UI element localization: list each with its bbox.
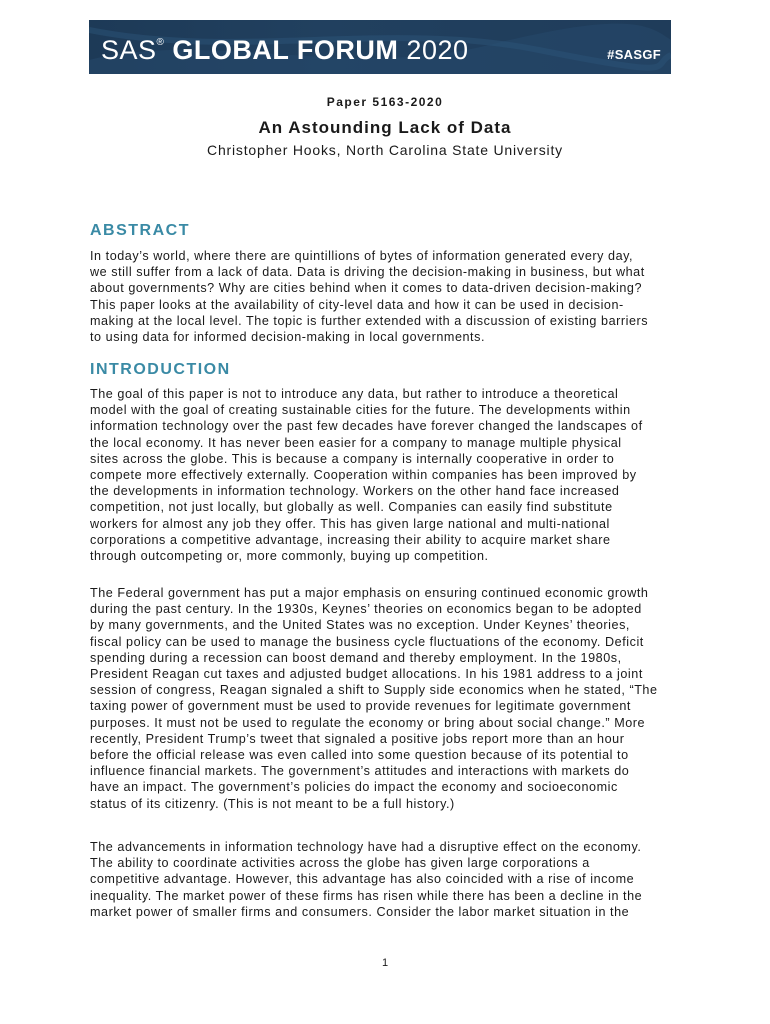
introduction-paragraph-3 xyxy=(90,839,690,920)
text-line: The Federal government has put a major emphasis on ensuring continued economic growth xyxy=(90,586,649,600)
text-line: model with the goal of creating sustainable cities for the future. The developments within xyxy=(90,403,631,418)
banner-brand: SAS xyxy=(101,35,157,65)
text-line: about governments? Why are cities behind when it comes to data-driven decision-making? xyxy=(90,281,643,296)
text-line: making at the local level. The topic is further extended with a discussion of existing barriers xyxy=(90,313,649,328)
text-line: recently, President Trump’s tweet that signaled a positive jobs report more than an hour xyxy=(90,731,625,746)
text-line: status of its citizenry. (This is not meant to be a full history.) xyxy=(90,796,455,811)
text-line: spending during a recession can boost demand and thereby employment. In the 1980s, xyxy=(90,650,622,665)
text-line: competition, not just locally, but globally as well. Companies can easily find substitute xyxy=(90,500,613,515)
page-number: 1 xyxy=(381,957,389,969)
text-line: the local economy. It has never been easier for a company to manage multiple physical xyxy=(90,435,622,450)
text-line: In today’s world, where there are quintillions of bytes of information generated every day, xyxy=(90,249,634,263)
abstract-paragraph xyxy=(90,248,690,345)
text-line: competitive advantage. However, this advantage has also coincided with a rise of income xyxy=(90,872,635,887)
text-line: The advancements in information technology have had a disruptive effect on the economy. xyxy=(90,840,642,854)
text-line: workers for almost any job they offer. This has given large national and multi-national xyxy=(90,516,610,531)
paper-number: Paper 5163-2020 xyxy=(326,95,444,109)
banner-hashtag: #SASGF xyxy=(607,47,661,62)
text-line: information technology over the past few decades have forever changed the landscapes of xyxy=(90,419,643,434)
paper-title: An Astounding Lack of Data xyxy=(258,118,512,137)
text-line: influence financial markets. The government’s attitudes and interactions with markets do xyxy=(90,764,630,779)
text-line: corporations a competitive advantage, increasing their ability to acquire market share xyxy=(90,532,611,547)
text-line: This paper looks at the availability of city-level data and how it can be used in decision- xyxy=(90,297,624,312)
text-line: by many governments, and the United States was no exception. Under Keynes’ theories, xyxy=(90,618,630,633)
text-line: purposes. It must not be used to regulate the economy or bring about social change.” More xyxy=(90,715,646,730)
text-line: during the past century. In the 1930s, Keynes’ theories on economics began to be adopted xyxy=(90,602,642,617)
text-line: compete more effectively externally. Cooperation within companies has been improved by xyxy=(90,468,637,483)
text-line: President Reagan cut taxes and adjusted budget allocations. In his 1981 address to a joint xyxy=(90,667,643,682)
text-line: sites across the globe. This is because a company is internally cooperative in order to xyxy=(90,451,615,466)
author-line: Christopher Hooks, North Carolina State University xyxy=(207,142,563,158)
registered-mark: ® xyxy=(156,37,165,48)
text-line: taxing power of government must be used to provide revenues for legitimate government xyxy=(90,699,631,714)
text-line: the developments in information technology. Workers on the other hand face increased xyxy=(90,484,620,499)
introduction-heading: INTRODUCTION xyxy=(90,361,231,378)
text-line: market power of smaller firms and consumers. Consider the labor market situation in the xyxy=(90,904,630,919)
banner-year: 2020 xyxy=(406,35,469,65)
text-line: fiscal policy can be used to manage the business cycle fluctuations of the economy. Deficit xyxy=(90,634,644,649)
text-line: through outcompeting or, more commonly, buying up competition. xyxy=(90,549,489,564)
abstract-heading: ABSTRACT xyxy=(90,222,190,239)
text-line: The goal of this paper is not to introduce any data, but rather to introduce a theoretical xyxy=(90,387,619,401)
text-line: to using data for informed decision-making in local governments. xyxy=(90,330,486,345)
text-line: session of congress, Reagan signaled a shift to Supply side economics when he stated, “The xyxy=(90,683,658,698)
text-line: we still suffer from a lack of data. Data is driving the decision-making in business, but what xyxy=(90,265,645,280)
conference-banner xyxy=(89,20,671,74)
banner-event: GLOBAL FORUM xyxy=(172,35,399,65)
text-line: have an impact. The government’s policies do impact the economy and socioeconomic xyxy=(90,780,618,795)
introduction-paragraph-1 xyxy=(90,386,690,564)
text-line: before the official release was even called into some question because of its potential to xyxy=(90,748,629,763)
introduction-paragraph-2 xyxy=(90,585,690,812)
text-line: The ability to coordinate activities across the globe has given large corporations a xyxy=(90,856,590,871)
banner-title xyxy=(101,30,469,67)
text-line: inequality. The market power of these firms has risen while there has been a decline in the xyxy=(90,888,643,903)
